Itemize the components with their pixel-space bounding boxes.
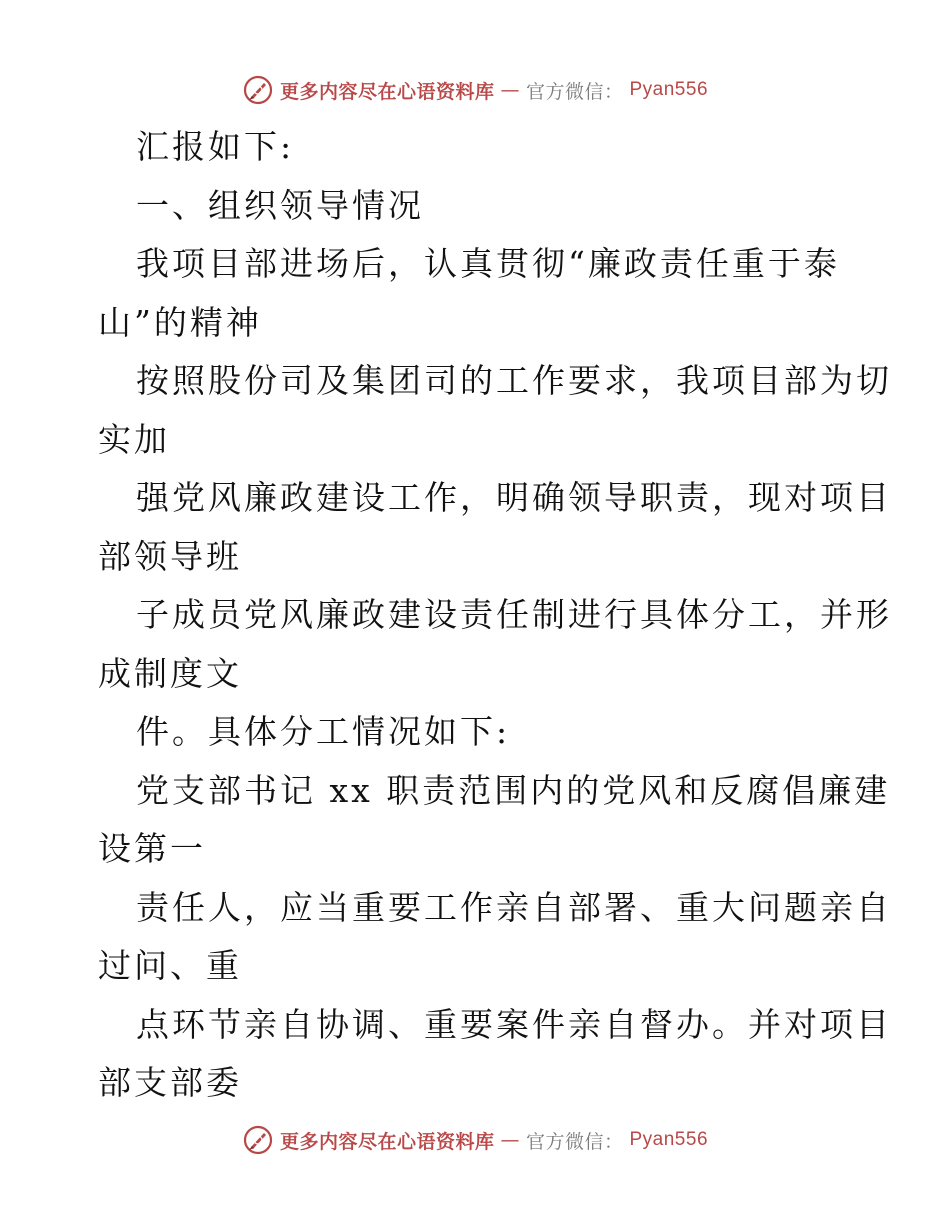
text-line: 件。具体分工情况如下:: [136, 712, 511, 751]
text-line: 党支部书记 xx 职责范围内的党风和反腐倡廉建: [136, 770, 891, 810]
text-line: 过问、重: [98, 946, 242, 985]
text-line: 强党风廉政建设工作，明确领导职责，现对项目: [136, 478, 892, 517]
watermark-dash: —: [500, 1129, 520, 1151]
document-body: [98, 118, 892, 1113]
text-line: 一、组织领导情况: [136, 185, 424, 225]
watermark-dash: —: [500, 79, 520, 101]
footer-watermark: [0, 1120, 950, 1160]
text-line: 设第一: [98, 829, 206, 868]
quill-pen-circle-icon: [242, 74, 274, 106]
text-line: 按照股份司及集团司的工作要求，我项目部为切: [136, 361, 892, 400]
text-line: 部支部委: [98, 1063, 242, 1102]
text-line: 成制度文: [98, 653, 242, 693]
watermark-label: 官方微信：: [525, 80, 624, 103]
watermark-main-text: 更多内容尽在心语资料库: [279, 1130, 495, 1153]
text-line: 点环节亲自协调、重要案件亲自督办。并对项目: [136, 1004, 892, 1044]
text-line: 部领导班: [98, 536, 242, 576]
header-watermark: [0, 70, 950, 110]
text-line: 实加: [98, 419, 170, 459]
watermark-id: Pyan556: [629, 1129, 709, 1150]
text-line: 我项目部进场后，认真贯彻“廉政责任重于泰: [136, 244, 840, 283]
quill-pen-circle-icon: [242, 1124, 274, 1156]
watermark-main-text: 更多内容尽在心语资料库: [279, 80, 495, 103]
text-line: 责任人，应当重要工作亲自部署、重大问题亲自: [136, 887, 892, 927]
text-line: 子成员党风廉政建设责任制进行具体分工，并形: [136, 595, 892, 634]
watermark-label: 官方微信：: [525, 1130, 624, 1153]
text-line: 山”的精神: [98, 302, 262, 342]
text-line: 汇报如下:: [136, 127, 295, 166]
watermark-id: Pyan556: [629, 79, 709, 100]
